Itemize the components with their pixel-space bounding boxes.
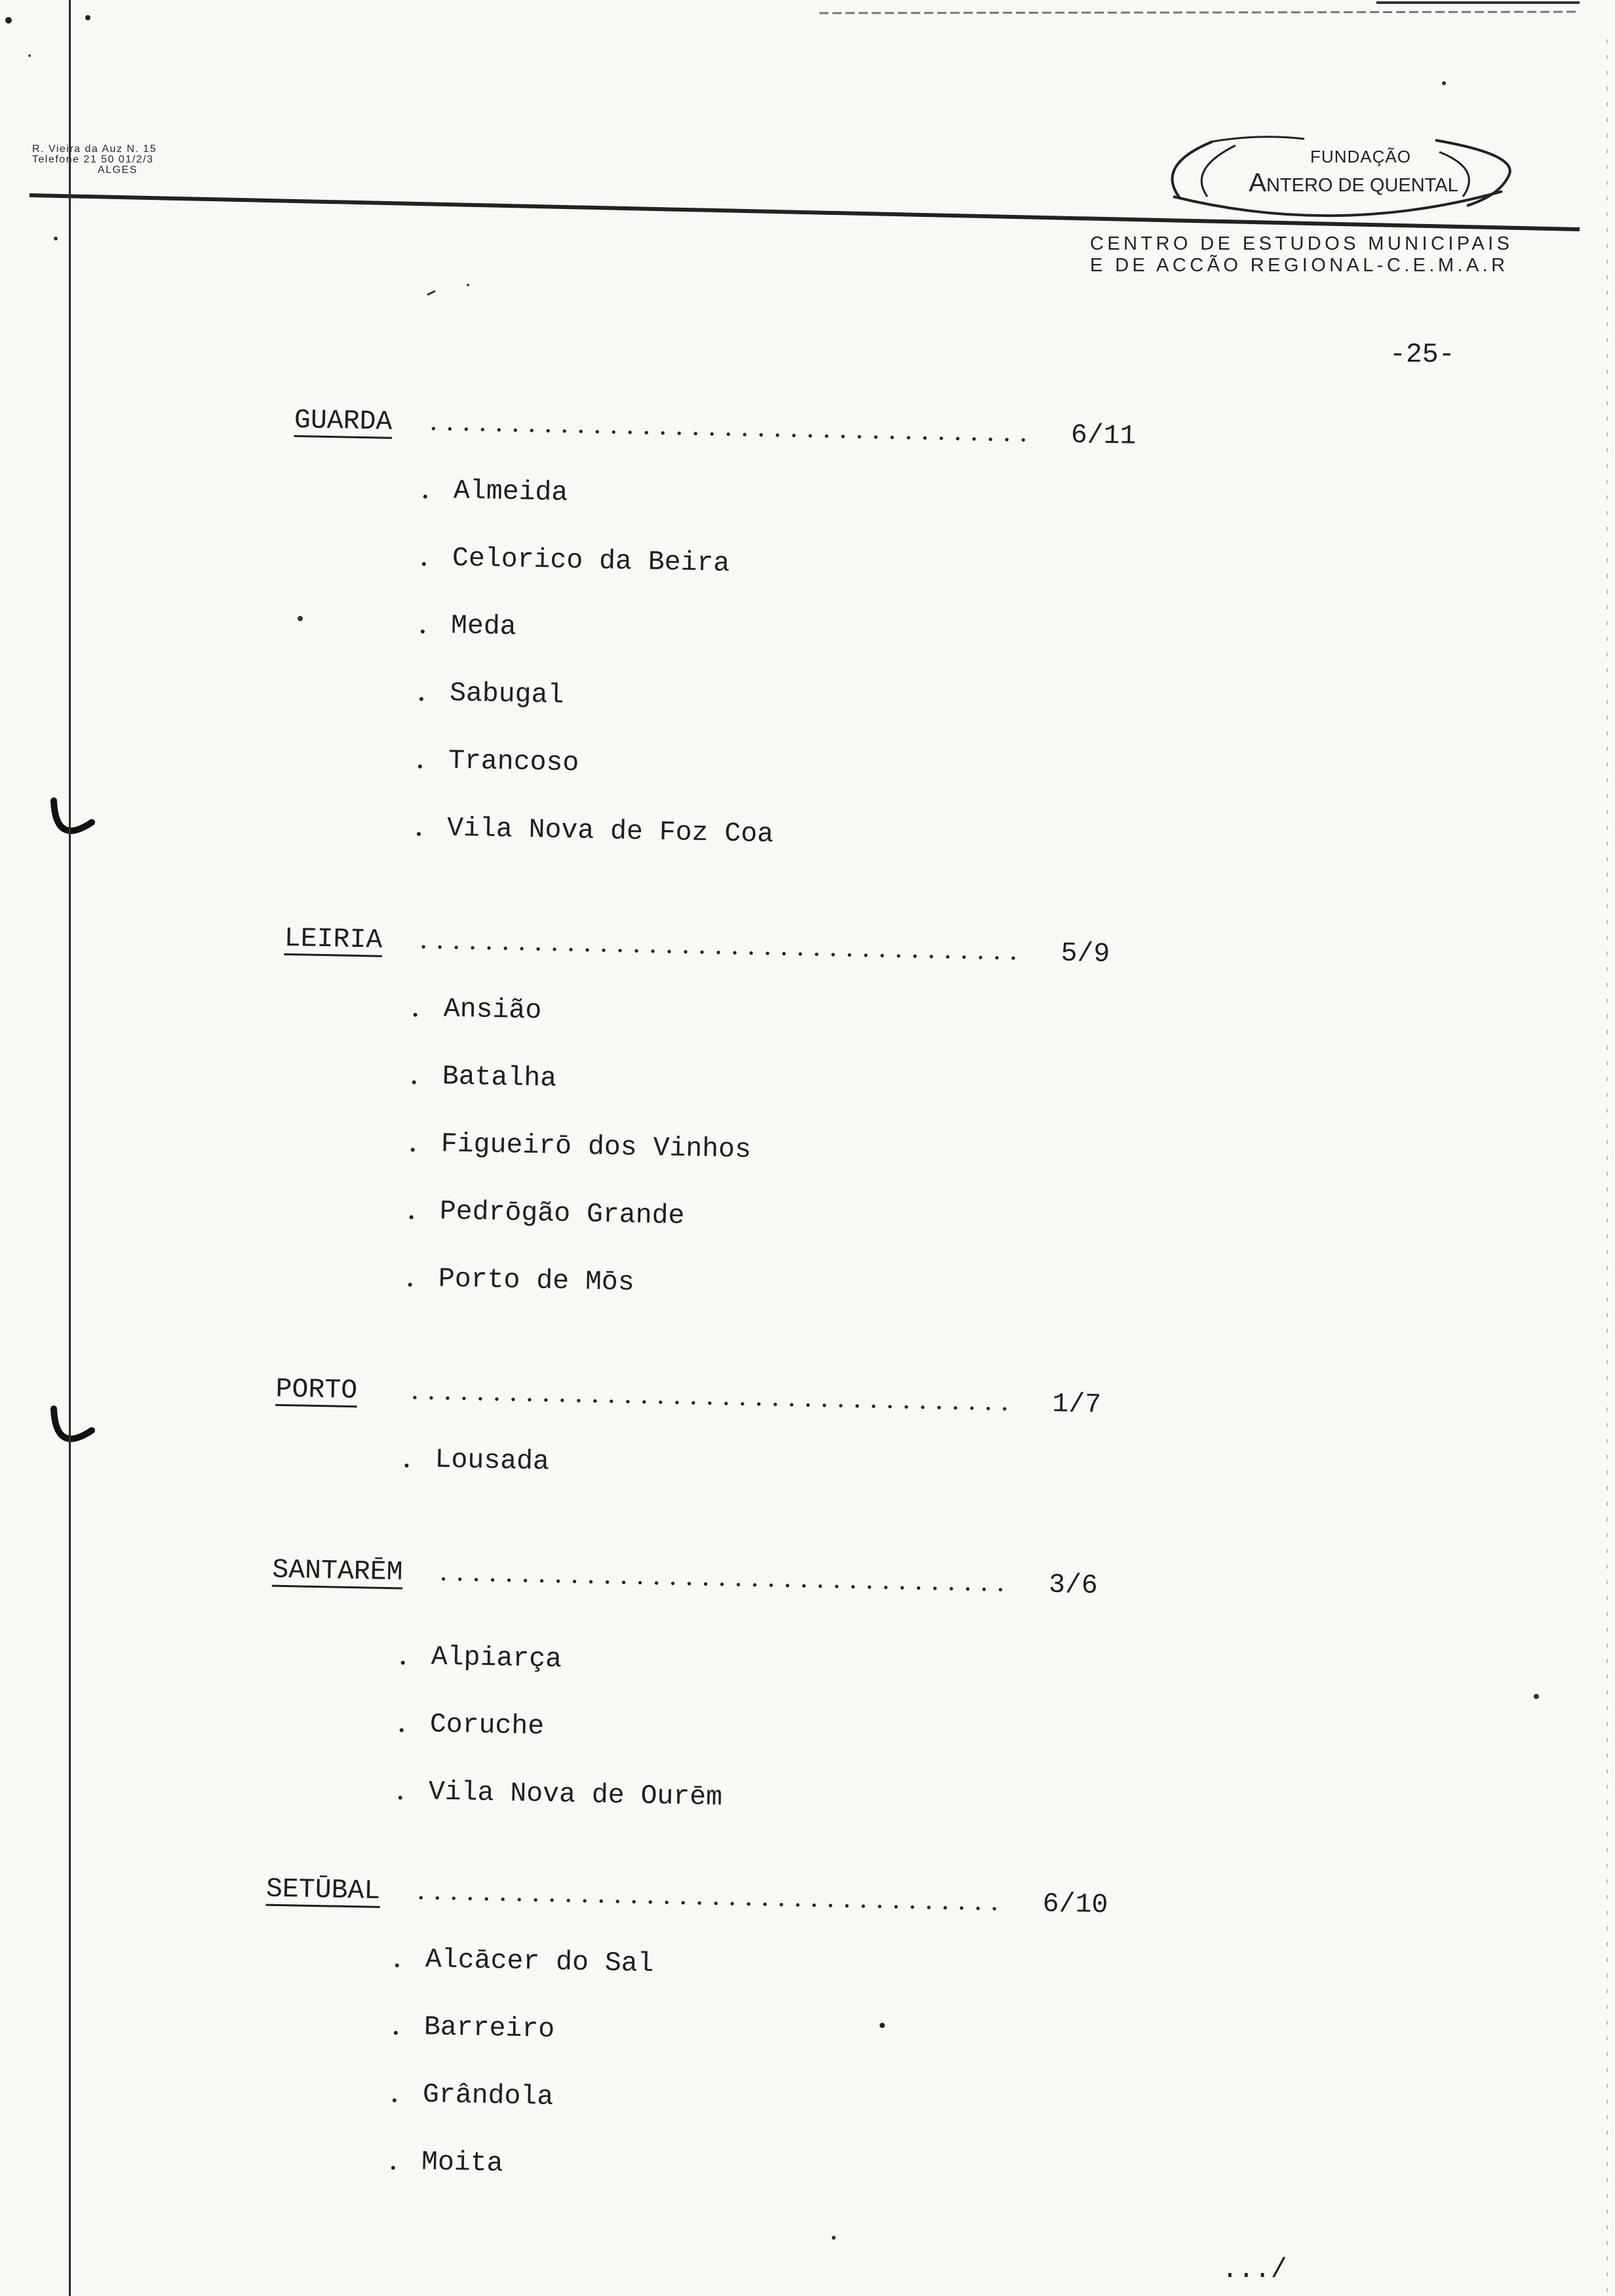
speck [832,2236,836,2240]
district-section [267,1537,1128,1839]
district-name: LEIRIA [284,923,383,956]
address-phone: Telefone 21 50 01/2/3 [32,154,154,165]
district-section [260,1856,1122,2210]
district-name: GUARDA [294,405,393,438]
page-number: -25- [1390,339,1455,370]
municipality-name: Coruche [429,1709,545,1742]
district-section [286,387,1150,875]
municipality-name: Almeida [453,475,568,509]
dot-leader [406,1358,1014,1438]
municipality-name: Alcācer do Sal [425,1944,654,1980]
dot-leader [425,389,1032,469]
bullet-dot [423,495,427,499]
bullet-dot [418,765,422,769]
bullet-dot [391,2166,395,2170]
left-margin-line [69,0,71,2296]
district-ratio: 3/6 [1048,1569,1099,1601]
district-ratio: 6/10 [1042,1888,1108,1921]
municipality-name: Vila Nova de Foz Coa [446,813,774,851]
speck [54,237,58,240]
bullet-dot [399,1795,402,1799]
municipality-name: Moita [421,2147,503,2179]
speck [467,284,469,286]
bullet-dot [412,1081,416,1084]
bullet-dot [394,2031,398,2035]
logo-text-top: FUNDAÇÃO [1310,147,1411,166]
district-ratio: 1/7 [1051,1388,1102,1421]
district-name: SETŪBAL [265,1873,381,1907]
municipality-name: Vila Nova de Ourēm [428,1776,723,1813]
bullet-dot [421,630,425,634]
bullet-dot [401,1660,405,1664]
municipality-name: Lousada [435,1444,550,1478]
letterhead-centre [1090,233,1513,277]
district-name: SANTARĒM [271,1554,403,1588]
municipality-name: Batalha [442,1061,557,1094]
bullet-dot [404,1464,408,1468]
municipality-name: Trancoso [448,745,579,779]
district-list [260,387,1150,2210]
municipality-name: Ansião [443,993,542,1027]
municipality-name: Pedrōgão Grande [439,1196,685,1232]
speck [427,291,435,295]
speck [1442,81,1446,85]
bullet-dot [422,562,426,566]
municipality-name: Sabugal [449,678,564,711]
bullet-dot [408,1283,412,1287]
continuation-mark: .../ [1222,2255,1287,2286]
bullet-dot [410,1215,414,1219]
letterhead-address [32,144,222,176]
municipality-name: Figueirō dos Vinhos [440,1128,752,1166]
municipality-name: Barreiro [423,2012,555,2046]
municipality-name: Celorico da Beira [452,543,730,579]
top-edge-line [819,12,1580,13]
speck [1534,1694,1539,1699]
municipality-name: Porto de Mōs [438,1263,635,1299]
municipality-name: Grândola [422,2079,554,2113]
speck [85,15,90,20]
bullet-dot [395,1963,399,1967]
bullet-dot [393,2098,397,2102]
district-section [274,1356,1132,1507]
district-heading-row [271,1537,1128,1620]
bullet-dot [411,1148,415,1152]
municipality-name: Meda [450,610,517,643]
bullet-dot [400,1728,404,1732]
speck [5,17,12,24]
district-name: PORTO [275,1373,358,1407]
dot-leader [415,908,1022,987]
header-rule [29,195,1580,229]
address-town: ALGES [98,164,138,176]
dot-leader [435,1539,1010,1618]
binder-hole-mark [54,1409,92,1439]
logo-swoosh-left [1173,142,1213,198]
logo-swoosh-top [1213,137,1304,142]
centre-line-1: CENTRO DE ESTUDOS MUNICIPAIS [1090,233,1513,254]
bullet-dot [417,832,421,836]
district-ratio: 5/9 [1060,938,1110,970]
district-ratio: 6/11 [1070,419,1137,452]
municipality-name: Alpiarça [431,1641,562,1675]
bullet-dot [414,1013,418,1017]
binder-hole-mark [54,801,92,831]
bullet-dot [419,697,423,701]
logo-text-bottom: ANTERO DE QUENTAL [1249,168,1458,197]
centre-line-2: E DE ACCÃO REGIONAL-C.E.M.A.R [1090,255,1509,276]
district-section [277,905,1140,1326]
speck [28,54,31,57]
dot-leader [412,1858,1003,1937]
address-line: R. Vieira da Auz N. 15 [32,144,157,155]
